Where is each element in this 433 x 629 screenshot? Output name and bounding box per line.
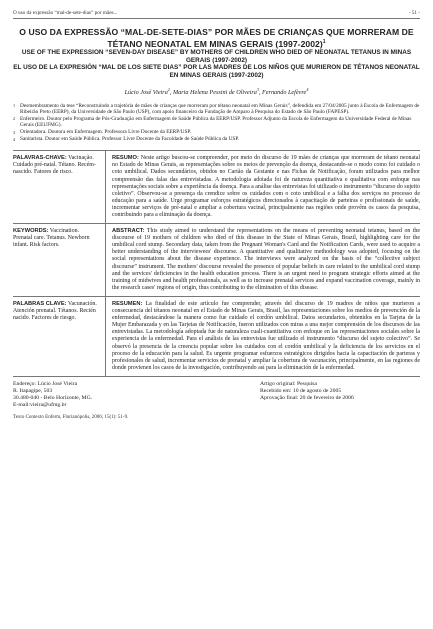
address: Endereço: Lúcio José Vieira R. Itapagipe, 503 30.480-040 - Belo Horizonte, MG. E-mail:vieira@ufmg.br (13, 381, 183, 409)
keywords-spanish: PALABRAS CLAVE: Vacunación. Atención prenatal. Tétanos. Recién nacido. Factores de riesgo. (13, 300, 97, 322)
author-name: Maria Helena Pessini de Oliveira (172, 88, 257, 96)
title-portuguese: O USO DA EXPRESSÃO “MAL-DE-SETE-DIAS” POR MÃES DE CRIANÇAS QUE MORRERAM DE TÉTANO NEONATAL EM MINAS GERAIS (1997-2002)$^1$ (19, 27, 414, 50)
abstract-section-english (13, 223, 420, 296)
author-list (13, 87, 420, 96)
title-spanish: EL USO DE LA EXPRESIÓN “MAL DE LOS SIETE DIAS” POR LAS MADRES DE LOS NIÑOS QUE MURIERON DE TÉTANOS NEONATAL EN MINAS GERAIS (1997-2002) (13, 64, 420, 80)
footnote: 3 Orientadora. Doutora em Enfermagem. Professora Livre Docente da EERP/USP. (13, 129, 192, 136)
abstract-english: ABSTRACT: This study aimed to understand the representations on the means of preventing neonatal tetanus, based on the discourse of 19 mothers of children who died of this disease in the State of Minas Gerais, Brazil, highlighting care for the umbilical cord stump. Secondary data, taken from the Pregnant Woman's Card and the Notification Cards, were used to acquire a better understanding of the interviewees' discourse. A quantitative and qualitative methodology was adopted, focusing on the social representations about the disease experience. The interviews were analyzed on the basis of the “collective subject discourse” instrument. The mothers' discourse revealed the presence of popular beliefs in care related to the umbilical cord stump and the services' deficiencies in the health education process. There is an urgent need to program strategic efforts aimed at the training of midwives and health professionals, as well as to increase prenatal services and expand vaccination coverage, mainly in the research cases' regions of origin, thus contributing to the elimination of this disease. (105, 224, 420, 296)
author-name: Fernando Lefèvre (262, 88, 307, 96)
title-footnote-mark: 1 (322, 39, 326, 46)
footnotes (13, 103, 420, 144)
author-separator: , (169, 88, 173, 96)
author-separator: , (258, 88, 263, 96)
footnote: 4 Sanitarista. Doutor em Saúde Pública. Professor Livre Docente da Faculdade de Saúde Pública da USP. (13, 136, 240, 143)
running-head-title: O uso da expressão “mal-de-sete-dias” por mães... (13, 10, 118, 16)
title-english: USE OF THE EXPRESSION “SEVEN-DAY DISEASE” BY MOTHERS OF CHILDREN WHO DIED OF NEONATAL TETANUS IN MINAS GERAIS (1997-2002) (21, 49, 412, 64)
email-link[interactable]: E-mail:vieira@ufmg.br (13, 401, 67, 408)
author-name: Lúcio José Vieira (124, 88, 168, 96)
abstract-spanish: RESUMEN: La finalidad de este artículo fue comprender, através del discurso de 19 madres de niños que murieron a consecuencia del tétanos neonatal en el Estado de Minas Gerais, Brasil, las representaciones sobre los medios de prevención de la enfermedad, destacándose la manera como fue cuidado el cordón umbilical. Datos secundarios, obtenidos en la Tarjeta de la Mujer Embarazada y en las Tarjetas de Notificación, fueron utilizados con miras a una mejor comprensión de los discursos de las entrevistadas. La metodología adoptada fue de naturaleza cuali-cuantitativa con enfoque en las representaciones sociales sobre la experiencia de la enfermedad. Para el análisis de las entrevistas fue utilizado el instrumento “discurso del sujeto colectivo”. Se observó la presencia de la creencia popular sobre los cuidados con el cordón umbilical y la deficiencia de los servicios en el proceso de la educación para la salud. Es urgente programar esfuerzos estratégicos dirigidos hacia la capacitación de parteras y profesionales de salud, incrementar servicios de prenatal y ampliar la cobertura de vacunación, principalmente, en las regiones de donde provienen los casos de la investigación, contribuyendo así para la eliminación de la enfermedad. (105, 297, 420, 376)
correspondence-block (13, 376, 420, 409)
author-mark: 3 (256, 86, 259, 92)
journal-citation: Texto Contexto Enferm, Florianópolis, 2006; 15(1): 51-9. (13, 414, 129, 420)
author-mark: 4 (306, 86, 309, 92)
article-info: Artigo original: Pesquisa Recebido em: 10 de agosto de 2005 Aprovação final: 20 de fevereiro de 2006 (260, 380, 354, 401)
author-mark: 2 (167, 86, 170, 92)
abstract-portuguese: RESUMO: Neste artigo buscou-se compreender, por meio do discurso de 19 mães de crianças que morreram de tétano neonatal no Estado de Minas Gerais, as representações sobre os meios de prevenção da doença, destacando-se o modo como foi cuidado o coto umbilical. Dados secundários, obtidos no Cartão da Gestante e nas Fichas de Notificação, foram utilizados para melhor compreensão das falas das entrevistadas. A metodologia adotada foi de natureza quantitativa e qualitativa com enfoque nas representações sociais sobre a experiência da doença. Para a análise das entrevistas foi utilizado o instrumento “discurso do sujeito coletivo”. Observou-se a presença da crendice sobre os cuidados com o coto umbilical e a falha dos serviços no processo de educação para a saúde. Urge programar esforços estratégicos direcionados à capacitação de parteiras e profissionais de saúde, incrementar serviços de pré-natal e ampliar a cobertura vacinal, principalmente nas regiões onde provêm os casos da pesquisa, contribuindo para a eliminação da doença. (105, 151, 420, 223)
page-number: - 51 - (408, 10, 420, 16)
abstract-section-spanish (13, 296, 420, 376)
footnote: 2 Enfermeiro. Doutor pelo Programa de Pós-Graduação em Enfermagem de Saúde Pública da EERP/USP. Professor Adjunto da Escola de Enfermagem da Universidade Federal de Minas Gerais (EEUFMG). (13, 115, 412, 129)
footnote: 1 Desmembramento da tese “Reconstruindo a trajetória de mães de crianças que morreram por tétano neonatal em Minas Gerais”, defendida em 27/04/2005 junto à Escola de Enfermagem de Ribeirão Preto (EERP), da Universidade de São Paulo (USP), com apoio financeiro da Fundação de Amparo à Pesquisa do Estado de São Paulo (FAPESP). (13, 102, 420, 116)
running-head (13, 0, 420, 19)
abstract-section-portuguese (13, 150, 420, 223)
title-block (13, 27, 420, 80)
keywords-portuguese: PALAVRAS-CHAVE: Vacinação. Cuidado pré-natal. Tétano. Recém-nascido. Fatores de risco. (13, 155, 96, 176)
keywords-english: KEYWORDS: Vaccination. Prenatal care. Tetanus. Newborn infant. Risk factors. (13, 228, 90, 249)
